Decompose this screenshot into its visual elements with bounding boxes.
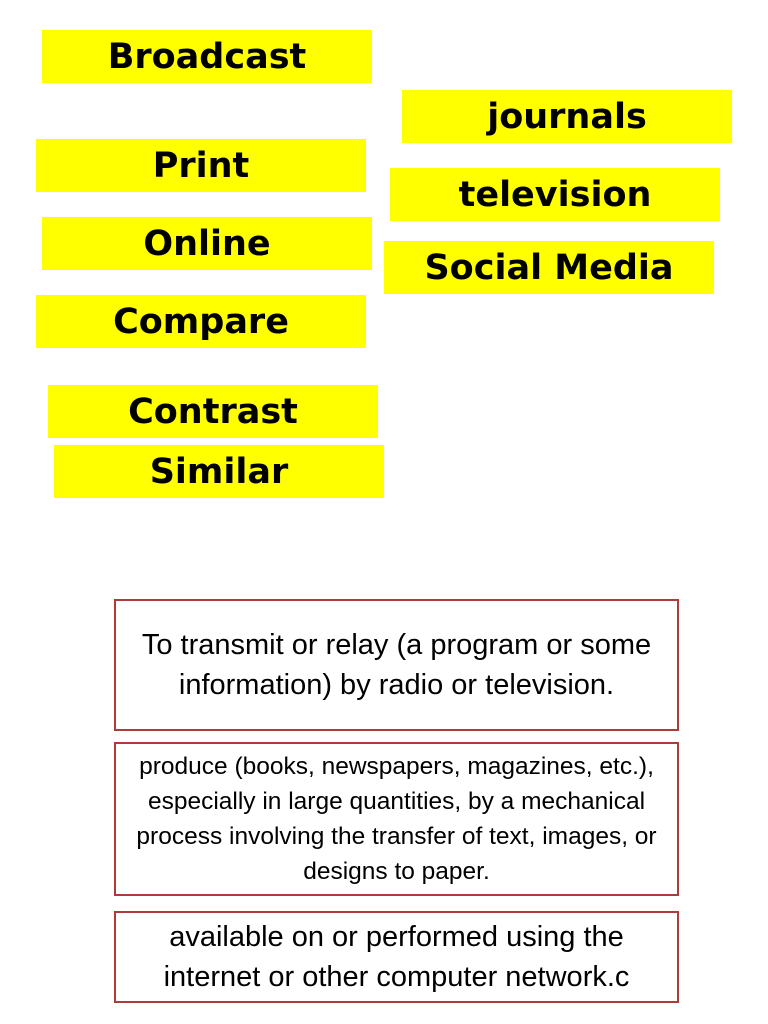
definition-card-print[interactable] bbox=[114, 742, 679, 896]
term-label: Online bbox=[143, 223, 271, 264]
term-label: Contrast bbox=[128, 391, 298, 432]
term-label: Social Media bbox=[424, 247, 674, 288]
term-label: Print bbox=[152, 145, 250, 186]
term-card-social-media[interactable] bbox=[384, 241, 714, 294]
term-card-compare[interactable] bbox=[36, 295, 366, 348]
term-card-similar[interactable] bbox=[54, 445, 384, 498]
term-card-contrast[interactable] bbox=[48, 385, 378, 438]
term-label: Broadcast bbox=[107, 36, 307, 77]
definition-text: produce (books, newspapers, magazines, etc.), especially in large quantities, by a mechanical process involving the transfer of text, images, or designs to paper. bbox=[136, 753, 657, 885]
term-card-print[interactable] bbox=[36, 139, 366, 192]
definition-card-broadcast[interactable] bbox=[114, 599, 679, 731]
definition-text: available on or performed using the internet or other computer network.c bbox=[163, 921, 630, 993]
definition-card-online[interactable] bbox=[114, 911, 679, 1003]
term-label: television bbox=[458, 174, 652, 215]
term-label: Similar bbox=[149, 451, 289, 492]
definition-text: To transmit or relay (a program or some information) by radio or television. bbox=[141, 629, 652, 701]
term-card-broadcast[interactable] bbox=[42, 30, 372, 83]
term-card-online[interactable] bbox=[42, 217, 372, 270]
term-label: Compare bbox=[113, 301, 289, 342]
term-card-television[interactable] bbox=[390, 168, 720, 221]
term-label: journals bbox=[487, 96, 647, 137]
term-card-journals[interactable] bbox=[402, 90, 732, 143]
